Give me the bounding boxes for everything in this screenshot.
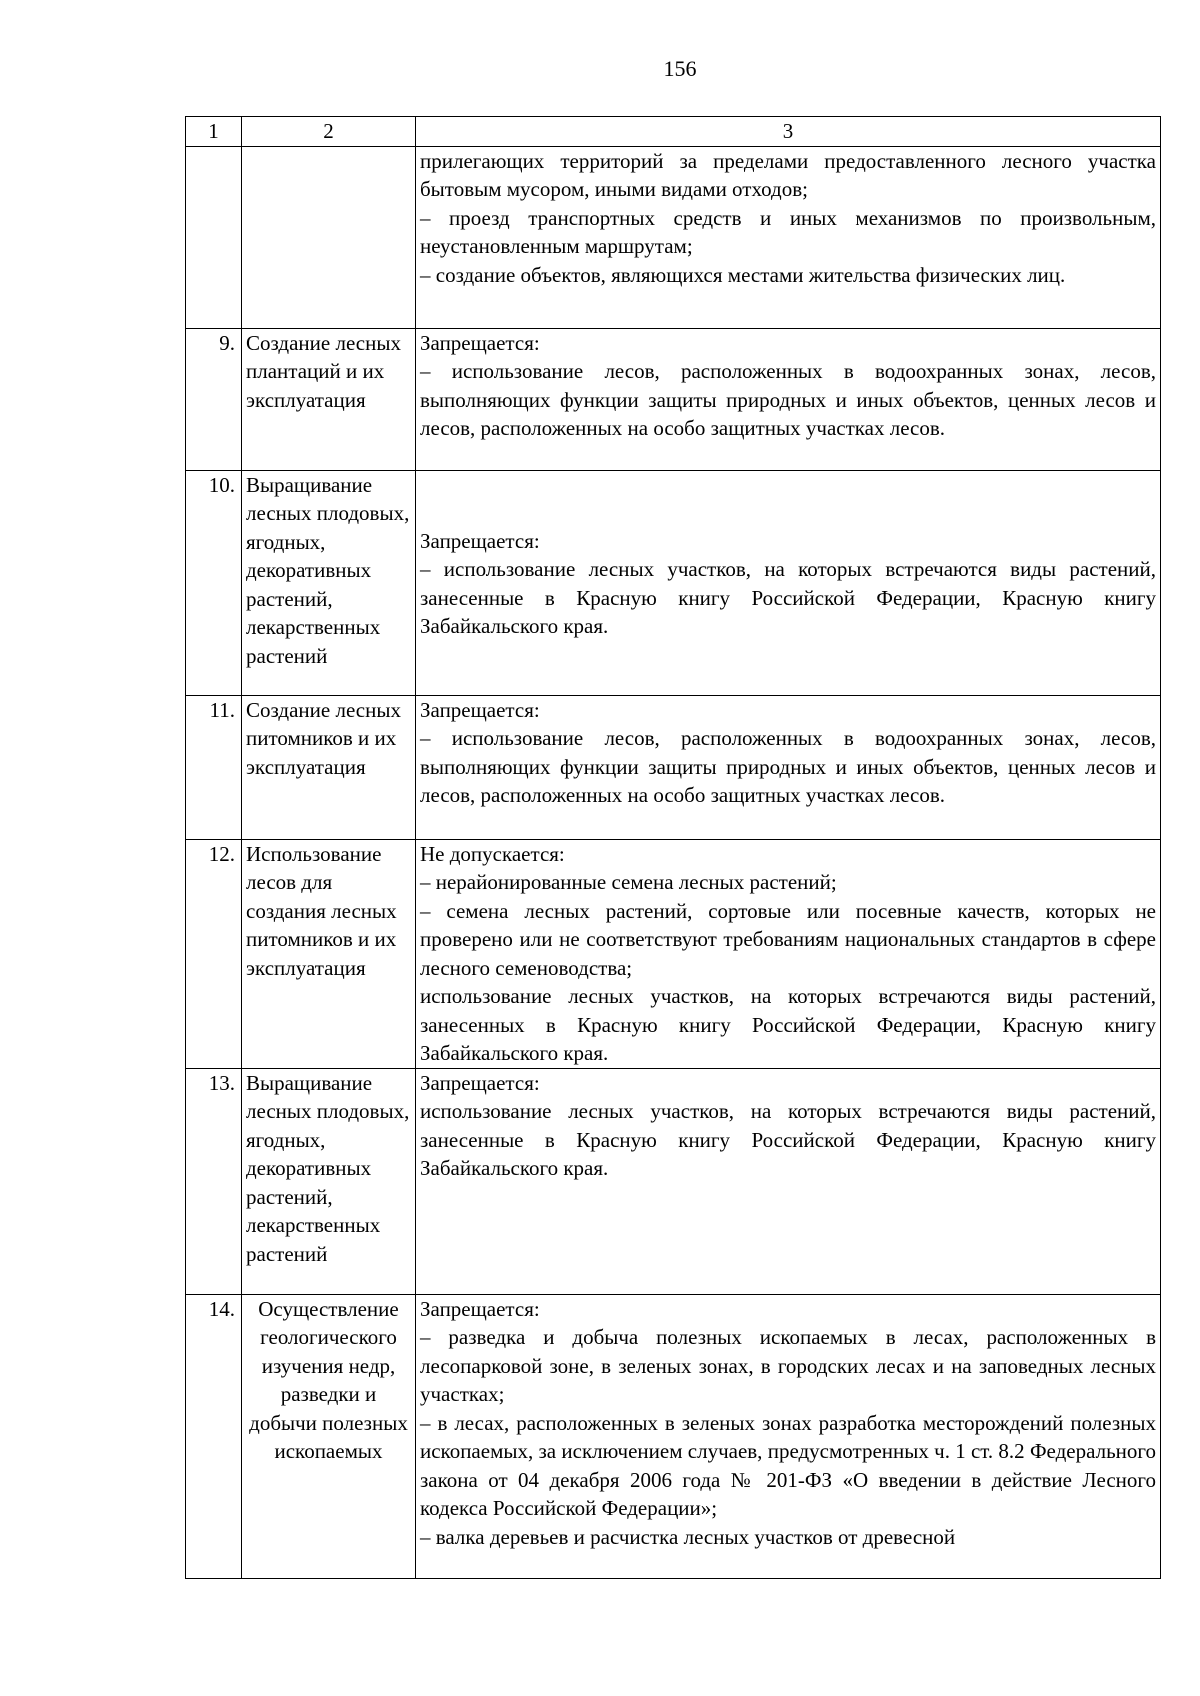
row-number: 12. bbox=[186, 839, 242, 1068]
row-text-item: – семена лесных растений, сортовые или посевные качеств, которых не проверено или не соответствуют требованиям национальных стандартов в сфере лесного семеноводства; bbox=[420, 898, 1156, 980]
row-name: Создание лесных питомников и их эксплуатация bbox=[242, 695, 416, 839]
row-lead: Запрещается: bbox=[420, 1070, 540, 1095]
row-text-item: – разведка и добыча полезных ископаемых в лесах, расположенных в лесопарковой зоне, в зеленых зонах, в городских лесах и на заповедных лесных участках; bbox=[420, 1325, 1156, 1406]
row-text-cell bbox=[416, 839, 1161, 1068]
row-number-cell bbox=[186, 146, 242, 328]
table-row-12 bbox=[186, 839, 1161, 1068]
row-name: Осуществление геологического изучения недр, разведки и добычи полезных ископаемых bbox=[242, 1294, 416, 1578]
row-text-item: – использование лесных участков, на которых встречаются виды растений, занесенные в Красную книгу Российской Федерации, Красную книгу Забайкальского края. bbox=[420, 557, 1156, 638]
row-number: 13. bbox=[186, 1068, 242, 1294]
row-text-item: – нерайонированные семена лесных растений; bbox=[420, 870, 837, 894]
row-text-item: – в лесах, расположенных в зеленых зонах разработка месторождений полезных ископаемых, за исключением случаев, предусмотренных ч. 1 ст. 8.2 Федерального закона от 04 декабря 2006 года № 201-ФЗ «О введении в действие Лесного кодекса Российской Федерации»; bbox=[420, 1410, 1156, 1520]
table-row-14 bbox=[186, 1294, 1161, 1578]
row-lead: Запрещается: bbox=[420, 697, 540, 722]
row-name: Использование лесов для создания лесных питомников и их эксплуатация bbox=[242, 839, 416, 1068]
row-text-item: – валка деревьев и расчистка лесных участков от древесной bbox=[420, 1524, 956, 1549]
row-text-item: использование лесных участков, на которых встречаются виды растений, занесенные в Красную книгу Российской Федерации, Красную книгу Забайкальского края. bbox=[420, 1099, 1156, 1180]
table-row-11 bbox=[186, 695, 1161, 839]
table-row-10 bbox=[186, 470, 1161, 695]
row-lead: Не допускается: bbox=[420, 841, 565, 866]
row-text-item: – использование лесов, расположенных в водоохранных зонах, лесов, выполняющих функции защиты природных и иных объектов, ценных лесов и лесов, расположенных на особо защитных участках лесов. bbox=[420, 726, 1156, 807]
table-header-row bbox=[186, 117, 1161, 147]
row-number: 10. bbox=[186, 470, 242, 695]
column-header-3: 3 bbox=[416, 117, 1161, 147]
table-row-continuation bbox=[186, 146, 1161, 328]
row-text-item: использование лесных участков, на которых встречаются виды растений, занесенных в Красную книгу Российской Федерации, Красную книгу Забайкальского края. bbox=[420, 984, 1156, 1065]
row-text-item: – создание объектов, являющихся местами жительства физических лиц. bbox=[420, 262, 1066, 287]
row-lead: Запрещается: bbox=[420, 1296, 540, 1321]
row-lead: Запрещается: bbox=[420, 528, 540, 553]
row-name: Выращивание лесных плодовых, ягодных, декоративных растений, лекарственных растений bbox=[242, 470, 416, 695]
row-number: 14. bbox=[186, 1294, 242, 1578]
table-row-9 bbox=[186, 328, 1161, 470]
row-text-cell bbox=[416, 328, 1161, 470]
row-name: Выращивание лесных плодовых, ягодных, декоративных растений, лекарственных растений bbox=[242, 1068, 416, 1294]
row-text-item: – использование лесов, расположенных в водоохранных зонах, лесов, выполняющих функции защиты природных и иных объектов, ценных лесов и лесов, расположенных на особо защитных участках лесов. bbox=[420, 359, 1156, 440]
row-text-cell bbox=[416, 695, 1161, 839]
row-name-cell bbox=[242, 146, 416, 328]
row-text-cell bbox=[416, 470, 1161, 695]
table-row-13 bbox=[186, 1068, 1161, 1294]
row-number: 11. bbox=[186, 695, 242, 839]
row-lead: Запрещается: bbox=[420, 330, 540, 355]
page-number: 156 bbox=[663, 56, 697, 81]
column-header-2: 2 bbox=[242, 117, 416, 147]
row-number: 9. bbox=[186, 328, 242, 470]
row-text-cell bbox=[416, 146, 1161, 328]
row-name: Создание лесных плантаций и их эксплуатация bbox=[242, 328, 416, 470]
row-text-cell bbox=[416, 1068, 1161, 1294]
column-header-1: 1 bbox=[186, 117, 242, 147]
row-text-cell bbox=[416, 1294, 1161, 1578]
row-text-item: – проезд транспортных средств и иных механизмов по произвольным, неустановленным маршрутам; bbox=[420, 205, 1156, 258]
regulation-table bbox=[185, 116, 1161, 1579]
row-text-item: прилегающих территорий за пределами предоставленного лесного участка бытовым мусором, иными видами отходов; bbox=[420, 148, 1156, 201]
